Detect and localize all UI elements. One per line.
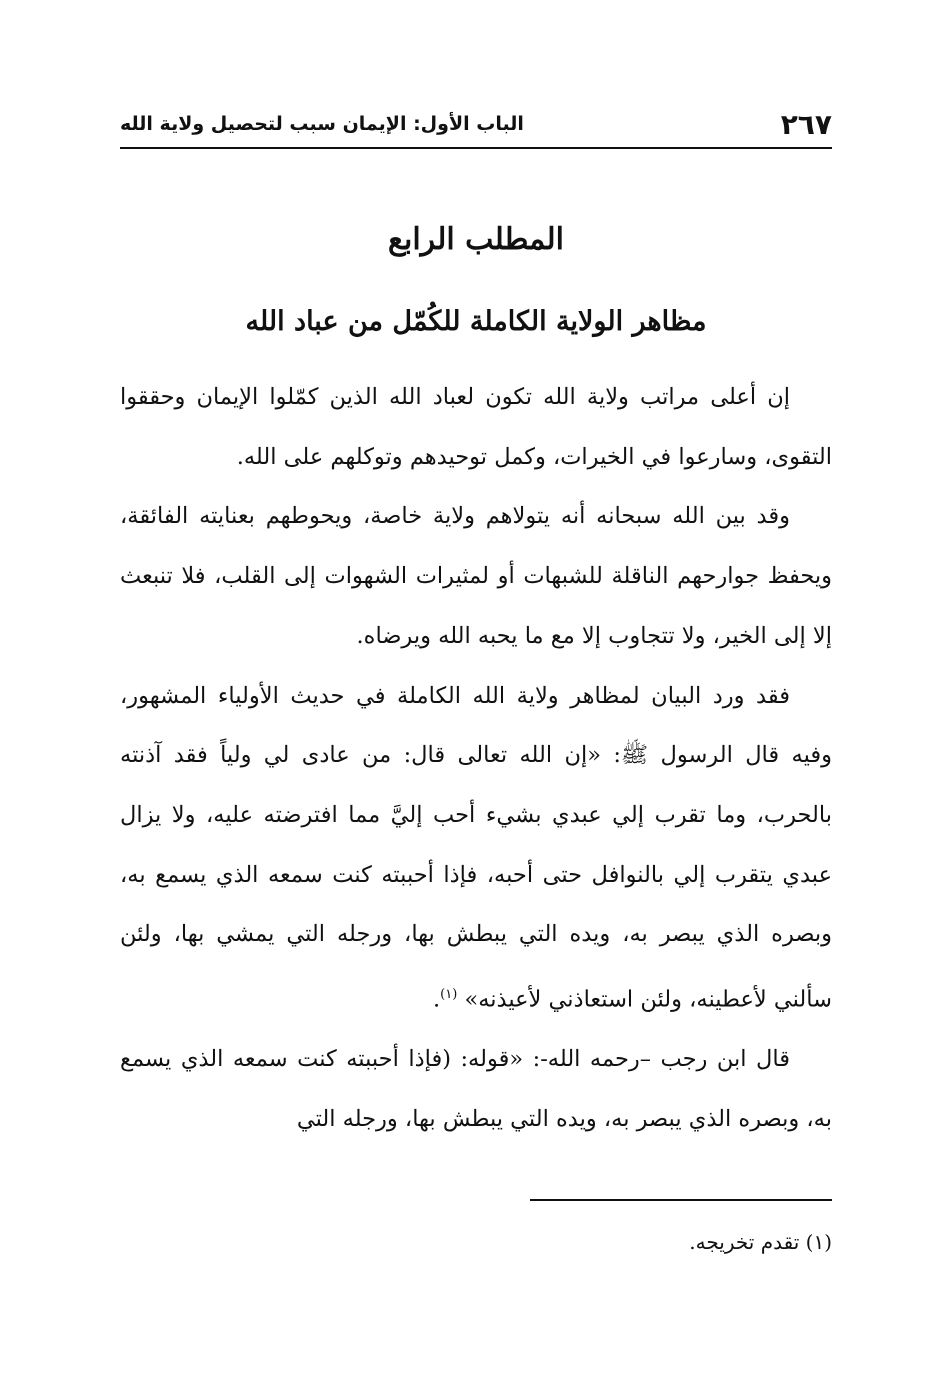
header-divider (120, 147, 832, 149)
paragraph-3 (120, 667, 832, 1031)
footnote-reference: (١) (440, 987, 458, 1003)
paragraph-4: قال ابن رجب –رحمه الله-: «قوله: (فإذا أحببته كنت سمعه الذي يسمع به، وبصره الذي يبصر به، ويده التي يبطش بها، ورجله التي (120, 1046, 832, 1132)
chapter-title: الباب الأول: الإيمان سبب لتحصيل ولاية الله (120, 113, 524, 135)
paragraph-2: وقد بين الله سبحانه أنه يتولاهم ولاية خاصة، ويحوطهم بعنايته الفائقة، ويحفظ جوارحهم الناقلة للشبهات أو لمثيرات الشهوات إلى القلب، فلا تنبعث إلا إلى الخير، ولا تتجاوب إلا مع ما يحبه الله ويرضاه. (120, 503, 832, 649)
page-number: ٢٦٧ (780, 107, 832, 141)
footnote-divider (530, 1199, 832, 1201)
body-text (120, 368, 832, 1150)
section-heading: المطلب الرابع (388, 222, 564, 257)
paragraph-1: إن أعلى مراتب ولاية الله تكون لعباد الله الذين كمّلوا الإيمان وحققوا التقوى، وسارعوا في الخيرات، وكمل توحيدهم وتوكلهم على الله. (120, 384, 832, 470)
paragraph-3-text: فقد ورد البيان لمظاهر ولاية الله الكاملة في حديث الأولياء المشهور، وفيه قال الرسول ﷺ: «إن الله تعالى قال: من عادى لي ولياً فقد آذنته بالحرب، وما تقرب إلي عبدي بشيء أحب إليَّ مما افترضته عليه، ولا يزال عبدي يتقرب إلي بالنوافل حتى أحبه، فإذا أحببته كنت سمعه الذي يسمع به، وبصره الذي يبصر به، ويده التي يبطش بها، ورجله التي يمشي بها، ولئن سألني لأعطينه، ولئن استعاذني لأعيذنه» (120, 682, 832, 1013)
paragraph-3-end: . (432, 986, 441, 1013)
footnote: (١) تقدم تخريجه. (689, 1230, 832, 1254)
running-header (120, 104, 832, 144)
section-subheading: مظاهر الولاية الكاملة للكُمّل من عباد الله (245, 306, 707, 337)
